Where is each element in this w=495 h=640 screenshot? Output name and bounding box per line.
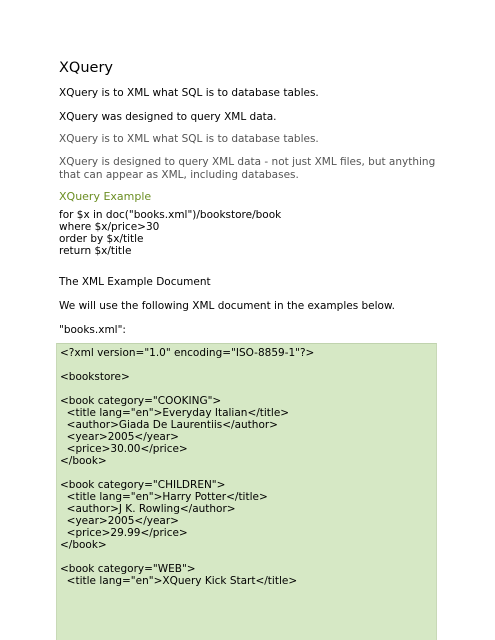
- intro-paragraph-4: XQuery is designed to query XML data - not just XML files, but anything that can appear as XML, including databases.: [59, 156, 436, 181]
- intro-paragraph-1: XQuery is to XML what SQL is to database tables.: [59, 87, 319, 99]
- xml-line: <author>J K. Rowling</author>: [60, 503, 236, 515]
- code-line: where $x/price>30: [59, 221, 160, 233]
- page-title: XQuery: [59, 60, 113, 76]
- xml-line: </book>: [60, 539, 107, 551]
- code-line: return $x/title: [59, 245, 132, 257]
- xml-code-box: [56, 343, 437, 640]
- example-heading: XQuery Example: [59, 190, 152, 203]
- doc-heading: The XML Example Document: [59, 276, 211, 288]
- xml-line: <title lang="en">Everyday Italian</title>: [60, 407, 290, 419]
- xml-code: [60, 347, 314, 587]
- xml-line: <year>2005</year>: [60, 431, 179, 443]
- intro-paragraph-2: XQuery was designed to query XML data.: [59, 111, 277, 123]
- xml-line: <year>2005</year>: [60, 515, 179, 527]
- xml-line: <title lang="en">XQuery Kick Start</title>: [60, 575, 298, 587]
- example-code: [59, 209, 281, 257]
- code-line: order by $x/title: [59, 233, 144, 245]
- xml-line: [60, 467, 314, 479]
- xml-line: <author>Giada De Laurentiis</author>: [60, 419, 278, 431]
- doc-intro: We will use the following XML document in the examples below.: [59, 300, 395, 312]
- xml-line: <bookstore>: [60, 371, 130, 383]
- intro-paragraph-3: XQuery is to XML what SQL is to database tables.: [59, 133, 319, 145]
- code-line: for $x in doc("books.xml")/bookstore/book: [59, 209, 282, 221]
- xml-line: <price>29.99</price>: [60, 527, 188, 539]
- xml-line: </book>: [60, 455, 107, 467]
- xml-line: <title lang="en">Harry Potter</title>: [60, 491, 268, 503]
- xml-line: <?xml version="1.0" encoding="ISO-8859-1"?>: [60, 347, 315, 359]
- xml-line: [60, 383, 314, 395]
- file-label: "books.xml":: [59, 324, 126, 336]
- xml-line: <book category="WEB">: [60, 563, 196, 575]
- xml-line: <price>30.00</price>: [60, 443, 188, 455]
- xml-line: <book category="COOKING">: [60, 395, 222, 407]
- xml-line: [60, 359, 314, 371]
- xml-line: <book category="CHILDREN">: [60, 479, 226, 491]
- xml-line: [60, 551, 314, 563]
